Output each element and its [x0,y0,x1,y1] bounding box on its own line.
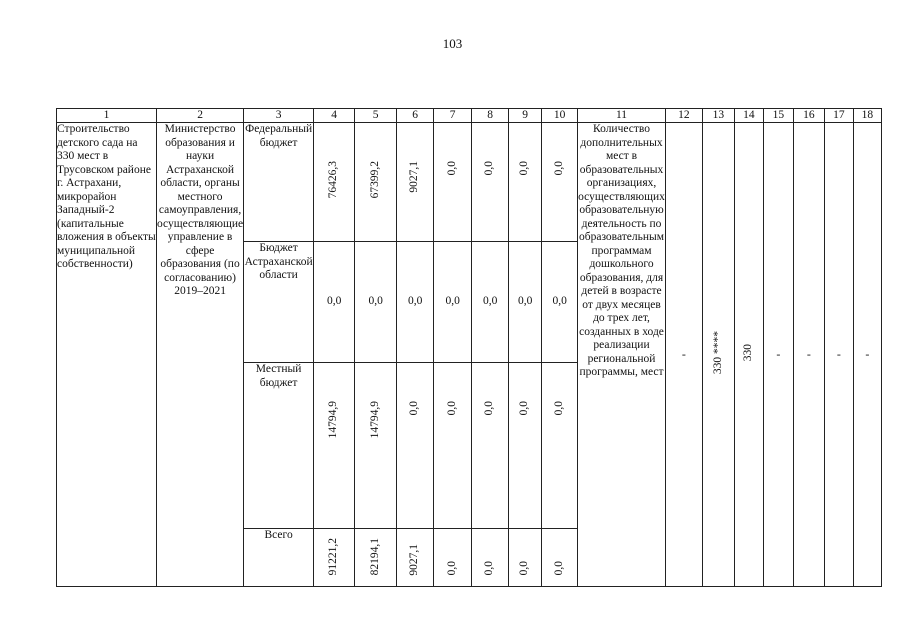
value-cell: 0,0 [434,242,472,363]
value-cell: 0,0 [408,401,421,416]
source-name-cell: Всего [244,529,314,587]
header-cell: 17 [824,109,853,123]
header-cell: 10 [542,109,578,123]
header-cell: 7 [434,109,472,123]
value-cell: 0,0 [483,561,496,576]
value-cell: 14794,9 [368,401,381,439]
header-cell: 13 [702,109,734,123]
value-cell: 0,0 [518,401,531,416]
source-name-cell: Местный бюджет [244,363,314,529]
header-cell: 16 [793,109,824,123]
value-cell: 67399,2 [368,161,381,199]
page-number: 103 [442,36,463,51]
value-cell: 0,0 [542,242,578,363]
value-cell: 0,0 [518,561,531,576]
indicator-cell: Количество дополнительных мест в образовательных организациях, осуществляющих образовательную деятельность по образовательным программам дошкольного образования, для детей в возрасте от двух месяцев до трех лет, созданных в ходе реализации региональной программы, мест [578,123,666,587]
header-cell: 6 [397,109,434,123]
value-cell: - [793,123,824,587]
value-cell: 0,0 [314,242,355,363]
header-cell: 9 [509,109,542,123]
source-name-cell: Бюджет Астраханской области [244,242,314,363]
header-cell: 11 [578,109,666,123]
header-row [57,109,882,123]
header-cell: 4 [314,109,355,123]
value-cell: 330 **** [711,330,724,374]
value-cell: 9027,1 [408,161,421,193]
value-cell: 0,0 [552,161,565,176]
value-cell: 0,0 [483,161,496,176]
header-cell: 2 [157,109,244,123]
value-cell: 0,0 [445,561,458,576]
value-cell: - [824,123,853,587]
header-cell: 3 [244,109,314,123]
header-cell: 15 [763,109,793,123]
executor-cell: Министерство образования и науки Астраханской области, органы местного самоуправления, осуществляющие управление в сфере образования (по согласованию) 2019–2021 [157,123,244,587]
table-row [57,123,882,242]
value-cell: 0,0 [552,561,565,576]
value-cell: 0,0 [445,401,458,416]
value-cell: 14794,9 [327,401,340,439]
value-cell: 0,0 [518,161,531,176]
header-cell: 1 [57,109,157,123]
value-cell: 0,0 [483,401,496,416]
value-cell: 91221,2 [327,538,340,576]
header-cell: 8 [472,109,509,123]
value-cell: - [665,123,702,587]
value-cell: 9027,1 [408,543,421,576]
header-cell: 18 [853,109,881,123]
value-cell: 330 [742,343,755,361]
value-cell: 76426,3 [327,161,340,199]
value-cell: 0,0 [397,242,434,363]
value-cell: - [853,123,881,587]
value-cell: 0,0 [472,242,509,363]
object-name-cell: Строительство детского сада на 330 мест в Трусовском районе г. Астрахани, микрорайон Западный-2 (капитальные вложения в объекты муниципальной собственности) [57,123,157,587]
source-name-cell: Федеральный бюджет [244,123,314,242]
value-cell: 82194,1 [368,538,381,576]
header-cell: 14 [734,109,763,123]
header-cell: 5 [355,109,397,123]
value-cell: 0,0 [445,161,458,176]
program-table [56,108,882,587]
value-cell: 0,0 [355,242,397,363]
value-cell: 0,0 [552,401,565,416]
header-cell: 12 [665,109,702,123]
value-cell: - [763,123,793,587]
value-cell: 0,0 [509,242,542,363]
